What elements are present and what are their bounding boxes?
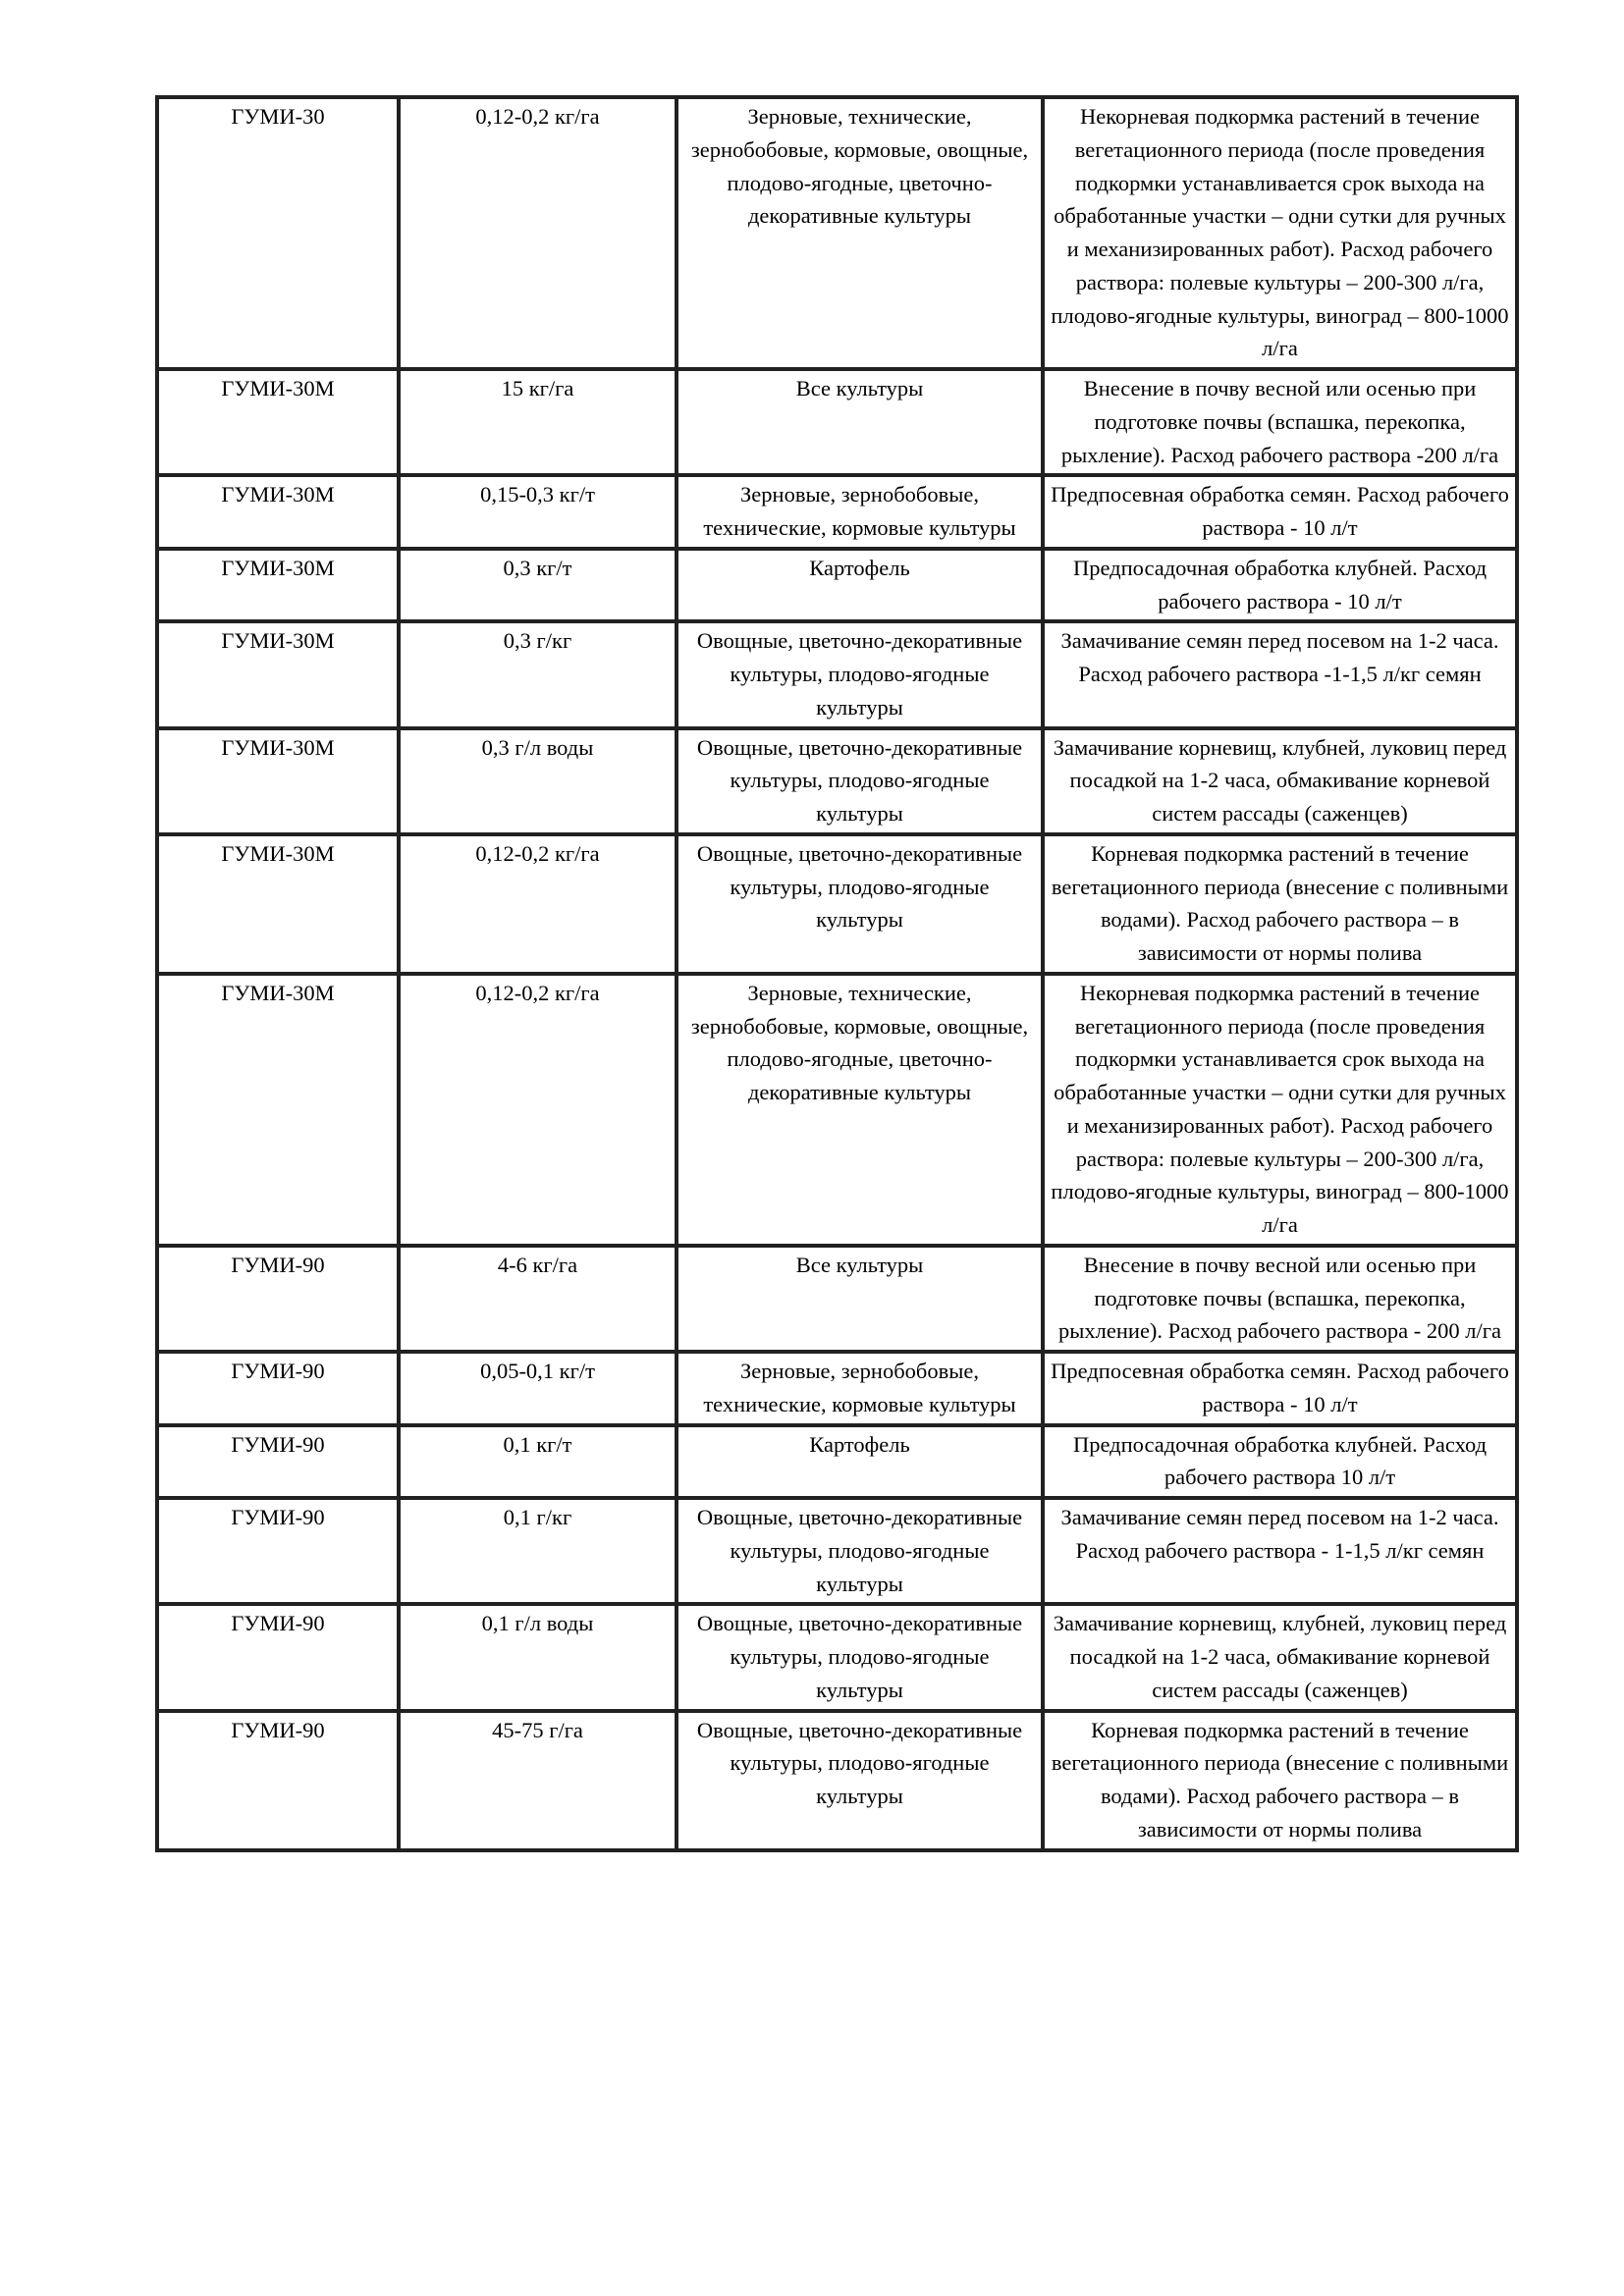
table-row [157,475,1517,549]
table-row [157,1498,1517,1604]
dosage-cell: 0,12-0,2 кг/га [399,834,677,974]
application-cell: Предпосадочная обработка клубней. Расход рабочего раствора 10 л/т [1043,1425,1517,1499]
dosage-cell: 0,1 г/л воды [399,1604,677,1710]
crops-cell: Овощные, цветочно-декоративные культуры, плодово-ягодные культуры [677,728,1043,834]
dosage-cell: 0,12-0,2 кг/га [399,97,677,369]
application-cell: Предпосевная обработка семян. Расход рабочего раствора - 10 л/т [1043,475,1517,549]
product-cell: ГУМИ-90 [157,1425,399,1499]
dosage-cell: 45-75 г/га [399,1711,677,1850]
crops-cell: Овощные, цветочно-декоративные культуры, плодово-ягодные культуры [677,1604,1043,1710]
dosage-cell: 0,1 кг/т [399,1425,677,1499]
product-cell: ГУМИ-30 [157,97,399,369]
product-cell: ГУМИ-90 [157,1246,399,1352]
application-cell: Предпосевная обработка семян. Расход рабочего раствора - 10 л/т [1043,1352,1517,1425]
crops-cell: Овощные, цветочно-декоративные культуры, плодово-ягодные культуры [677,834,1043,974]
table-row [157,1425,1517,1499]
product-cell: ГУМИ-90 [157,1711,399,1850]
product-cell: ГУМИ-30М [157,834,399,974]
dosage-cell: 0,3 кг/т [399,549,677,622]
dosage-cell: 0,05-0,1 кг/т [399,1352,677,1425]
crops-cell: Овощные, цветочно-декоративные культуры, плодово-ягодные культуры [677,1711,1043,1850]
table-row [157,1604,1517,1710]
crops-cell: Зерновые, технические, зернобобовые, кормовые, овощные, плодово-ягодные, цветочно-декоративные культуры [677,974,1043,1246]
table-row [157,728,1517,834]
table-body [157,97,1517,1850]
dosage-cell: 0,1 г/кг [399,1498,677,1604]
crops-cell: Картофель [677,549,1043,622]
table-row [157,974,1517,1246]
crops-cell: Все культуры [677,1246,1043,1352]
fertilizer-application-table [155,95,1519,1852]
table-row [157,1352,1517,1425]
application-cell: Некорневая подкормка растений в течение вегетационного периода (после проведения подкормки устанавливается срок выхода на обработанные участки – одни сутки для ручных и механизированных работ). Расход рабочего раствора: полевые культуры – 200-300 л/га, плодово-ягодные культуры, виноград – 800-1000 л/га [1043,97,1517,369]
crops-cell: Зерновые, зернобобовые, технические, кормовые культуры [677,1352,1043,1425]
crops-cell: Овощные, цветочно-декоративные культуры, плодово-ягодные культуры [677,1498,1043,1604]
application-cell: Замачивание корневищ, клубней, луковиц перед посадкой на 1-2 часа, обмакивание корневой систем рассады (саженцев) [1043,728,1517,834]
dosage-cell: 0,3 г/л воды [399,728,677,834]
table-row [157,1711,1517,1850]
application-cell: Замачивание семян перед посевом на 1-2 часа. Расход рабочего раствора -1-1,5 л/кг семян [1043,621,1517,727]
crops-cell: Картофель [677,1425,1043,1499]
product-cell: ГУМИ-30М [157,369,399,475]
application-cell: Замачивание семян перед посевом на 1-2 часа. Расход рабочего раствора - 1-1,5 л/кг семян [1043,1498,1517,1604]
product-cell: ГУМИ-30М [157,621,399,727]
table-row [157,369,1517,475]
product-cell: ГУМИ-90 [157,1604,399,1710]
application-cell: Внесение в почву весной или осенью при подготовке почвы (вспашка, перекопка, рыхление). Расход рабочего раствора - 200 л/га [1043,1246,1517,1352]
product-cell: ГУМИ-30М [157,475,399,549]
table-row [157,1246,1517,1352]
application-cell: Корневая подкормка растений в течение вегетационного периода (внесение с поливными водами). Расход рабочего раствора – в зависимости от нормы полива [1043,1711,1517,1850]
crops-cell: Овощные, цветочно-декоративные культуры, плодово-ягодные культуры [677,621,1043,727]
application-cell: Предпосадочная обработка клубней. Расход рабочего раствора - 10 л/т [1043,549,1517,622]
table-row [157,549,1517,622]
crops-cell: Зерновые, технические, зернобобовые, кормовые, овощные, плодово-ягодные, цветочно-декоративные культуры [677,97,1043,369]
application-cell: Корневая подкормка растений в течение вегетационного периода (внесение с поливными водами). Расход рабочего раствора – в зависимости от нормы полива [1043,834,1517,974]
table-row [157,97,1517,369]
product-cell: ГУМИ-90 [157,1352,399,1425]
crops-cell: Все культуры [677,369,1043,475]
table-row [157,834,1517,974]
product-cell: ГУМИ-30М [157,974,399,1246]
product-cell: ГУМИ-90 [157,1498,399,1604]
application-cell: Некорневая подкормка растений в течение вегетационного периода (после проведения подкормки устанавливается срок выхода на обработанные участки – одни сутки для ручных и механизированных работ). Расход рабочего раствора: полевые культуры – 200-300 л/га, плодово-ягодные культуры, виноград – 800-1000 л/га [1043,974,1517,1246]
product-cell: ГУМИ-30М [157,549,399,622]
table-row [157,621,1517,727]
dosage-cell: 0,12-0,2 кг/га [399,974,677,1246]
application-cell: Внесение в почву весной или осенью при подготовке почвы (вспашка, перекопка, рыхление). Расход рабочего раствора -200 л/га [1043,369,1517,475]
product-cell: ГУМИ-30М [157,728,399,834]
dosage-cell: 0,3 г/кг [399,621,677,727]
dosage-cell: 0,15-0,3 кг/т [399,475,677,549]
dosage-cell: 4-6 кг/га [399,1246,677,1352]
crops-cell: Зерновые, зернобобовые, технические, кормовые культуры [677,475,1043,549]
dosage-cell: 15 кг/га [399,369,677,475]
application-cell: Замачивание корневищ, клубней, луковиц перед посадкой на 1-2 часа, обмакивание корневой систем рассады (саженцев) [1043,1604,1517,1710]
